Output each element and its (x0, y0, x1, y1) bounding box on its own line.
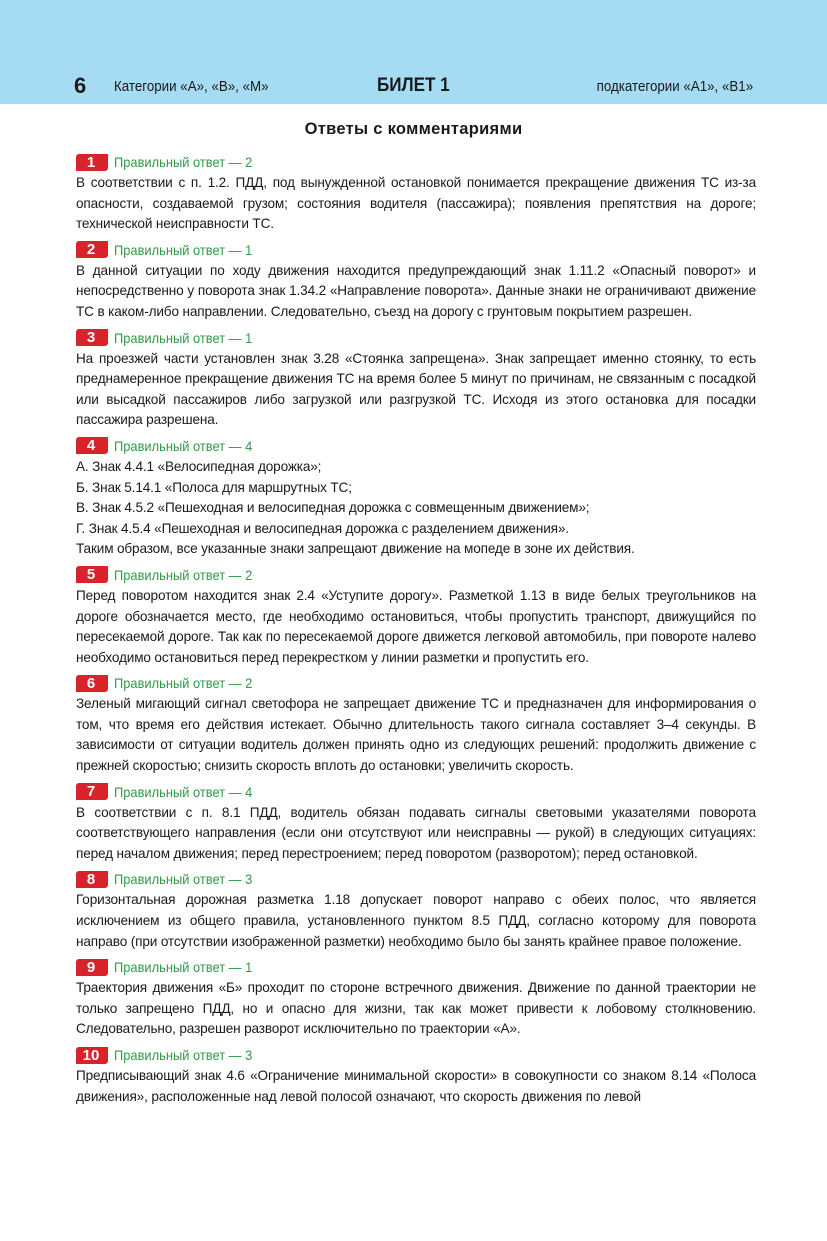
question-number-badge: 10 (76, 1047, 108, 1064)
ticket-title: БИЛЕТ 1 (377, 75, 450, 96)
answer-comment (76, 890, 756, 952)
answer-header (76, 565, 756, 585)
question-number-badge: 8 (76, 871, 108, 888)
answer-comment (76, 173, 756, 235)
answer-block (76, 673, 756, 776)
answer-block (76, 957, 756, 1040)
answer-comment (76, 1066, 756, 1107)
comment-paragraph: Б. Знак 5.14.1 «Полоса для маршрутных ТС; (76, 479, 352, 495)
question-number-badge: 7 (76, 783, 108, 800)
comment-paragraph: В данной ситуации по ходу движения находится предупреждающий знак 1.11.2 «Опасный поворот» и непосредственно у поворота знак 1.34.2 «Направление поворота». Данные знаки не ограничивают движение ТС в каком-либо направлении. Следовательно, съезд на дорогу с грунтовым покрытием разрешен. (76, 262, 756, 319)
correct-answer-label: Правильный ответ — 2 (114, 566, 253, 583)
answer-block (76, 565, 756, 668)
comment-paragraph: Таким образом, все указанные знаки запрещают движение на мопеде в зоне их действия. (76, 541, 635, 557)
answer-comment (76, 803, 756, 865)
answer-comment (76, 586, 756, 668)
answer-header (76, 1045, 756, 1065)
answer-header (76, 436, 756, 456)
correct-answer-label: Правильный ответ — 1 (114, 241, 253, 258)
correct-answer-label: Правильный ответ — 2 (114, 154, 253, 170)
comment-paragraph: В соответствии с п. 1.2. ПДД, под вынужденной остановкой понимается прекращение движения ТС из-за опасности, создаваемой грузом; состояния водителя (пассажира); появления препятствия на дороге; технической неисправности ТС. (76, 175, 756, 232)
answer-header (76, 328, 756, 348)
comment-paragraph: Горизонтальная дорожная разметка 1.18 допускает поворот направо с обеих полос, что является исключением из общего правила, установленного пунктом 8.5 ПДД, согласно которому для поворота направо (при отсутствии изображенной разметки) необходимо было бы занять крайнее правое положение. (76, 892, 756, 949)
question-number-badge: 6 (76, 675, 108, 692)
answer-header (76, 957, 756, 977)
answer-block (76, 782, 756, 865)
answer-header (76, 782, 756, 802)
answer-header (76, 869, 756, 889)
correct-answer-label: Правильный ответ — 4 (114, 783, 253, 800)
comment-paragraph: На проезжей части установлен знак 3.28 «Стоянка запрещена». Знак запрещает именно стоянку, то есть преднамеренное прекращение движения ТС на время более 5 минут по причинам, не связанным с посадкой или высадкой пассажиров либо загрузкой или разгрузкой ТС. Исходя из этого остановка для посадки пассажира разрешена. (76, 350, 756, 428)
page-header (0, 0, 827, 104)
correct-answer-label: Правильный ответ — 1 (114, 959, 253, 976)
correct-answer-label: Правильный ответ — 3 (114, 871, 253, 888)
answer-block (76, 328, 756, 431)
comment-paragraph: Зеленый мигающий сигнал светофора не запрещает движение ТС и предназначен для информирования о том, что время его действия истекает. Обычно длительность такого сигнала составляет 3–4 секунды. В зависимости от ситуации водитель должен принять одно из следующих решений: продолжить движение с прежней скоростью; снизить скорость вплоть до остановки; увеличить скорость. (76, 696, 756, 774)
question-number-badge: 2 (76, 241, 108, 258)
answer-comment (76, 457, 756, 560)
comment-paragraph: Траектория движения «Б» проходит по стороне встречного движения. Движение по данной траектории не только запрещено ПДД, но и опасно для жизни, так как может привести к лобовому столкновению. Следовательно, разрешен разворот исключительно по траектории «А». (76, 980, 756, 1037)
answer-header (76, 673, 756, 693)
question-number-badge: 3 (76, 329, 108, 346)
header-subcategories: подкатегории «А1», «В1» (596, 79, 753, 95)
comment-paragraph: А. Знак 4.4.1 «Велосипедная дорожка»; (76, 458, 322, 474)
comment-paragraph: В соответствии с п. 8.1 ПДД, водитель обязан подавать сигналы световыми указателями поворота соответствующего направления (если они отсутствуют или неисправны — рукой) в следующих ситуациях: перед началом движения; перед перестроением; перед поворотом (разворотом); перед остановкой. (76, 804, 756, 861)
answers-list (76, 152, 756, 1112)
answer-block (76, 436, 756, 560)
comment-paragraph: Перед поворотом находится знак 2.4 «Уступите дорогу». Разметкой 1.13 в виде белых треугольников на дороге обозначается место, где необходимо остановиться, чтобы пропустить транспорт, движущийся по пересекаемой дороге. Так как по пересекаемой дороге движется легковой автомобиль, при повороте налево необходимо остановиться перед перекрестком у линии разметки и пропустить его. (76, 587, 756, 665)
answer-comment (76, 694, 756, 776)
answer-block (76, 869, 756, 952)
answer-block (76, 240, 756, 323)
answer-header (76, 152, 756, 172)
question-number-badge: 1 (76, 154, 108, 171)
answer-comment (76, 978, 756, 1040)
page-number: 6 (74, 73, 87, 98)
comment-paragraph: Предписывающий знак 4.6 «Ограничение минимальной скорости» в совокупности со знаком 8.14 «Полоса движения», расположенные над левой полосой означают, что скорость движения по левой (76, 1068, 756, 1104)
question-number-badge: 5 (76, 566, 108, 583)
correct-answer-label: Правильный ответ — 3 (114, 1047, 253, 1063)
comment-paragraph: Г. Знак 4.5.4 «Пешеходная и велосипедная дорожка с разделением движения». (76, 520, 569, 536)
comment-paragraph: В. Знак 4.5.2 «Пешеходная и велосипедная дорожка с совмещенным движением»; (76, 500, 590, 516)
question-number-badge: 4 (76, 437, 108, 454)
correct-answer-label: Правильный ответ — 1 (114, 329, 253, 346)
answer-block (76, 152, 756, 235)
answer-comment (76, 349, 756, 431)
answer-header (76, 240, 756, 260)
correct-answer-label: Правильный ответ — 4 (114, 437, 253, 454)
answer-block (76, 1045, 756, 1107)
answer-comment (76, 261, 756, 323)
header-categories: Категории «А», «В», «М» (114, 79, 269, 95)
correct-answer-label: Правильный ответ — 2 (114, 675, 253, 692)
question-number-badge: 9 (76, 959, 108, 976)
section-title: Ответы с комментариями (304, 120, 523, 138)
